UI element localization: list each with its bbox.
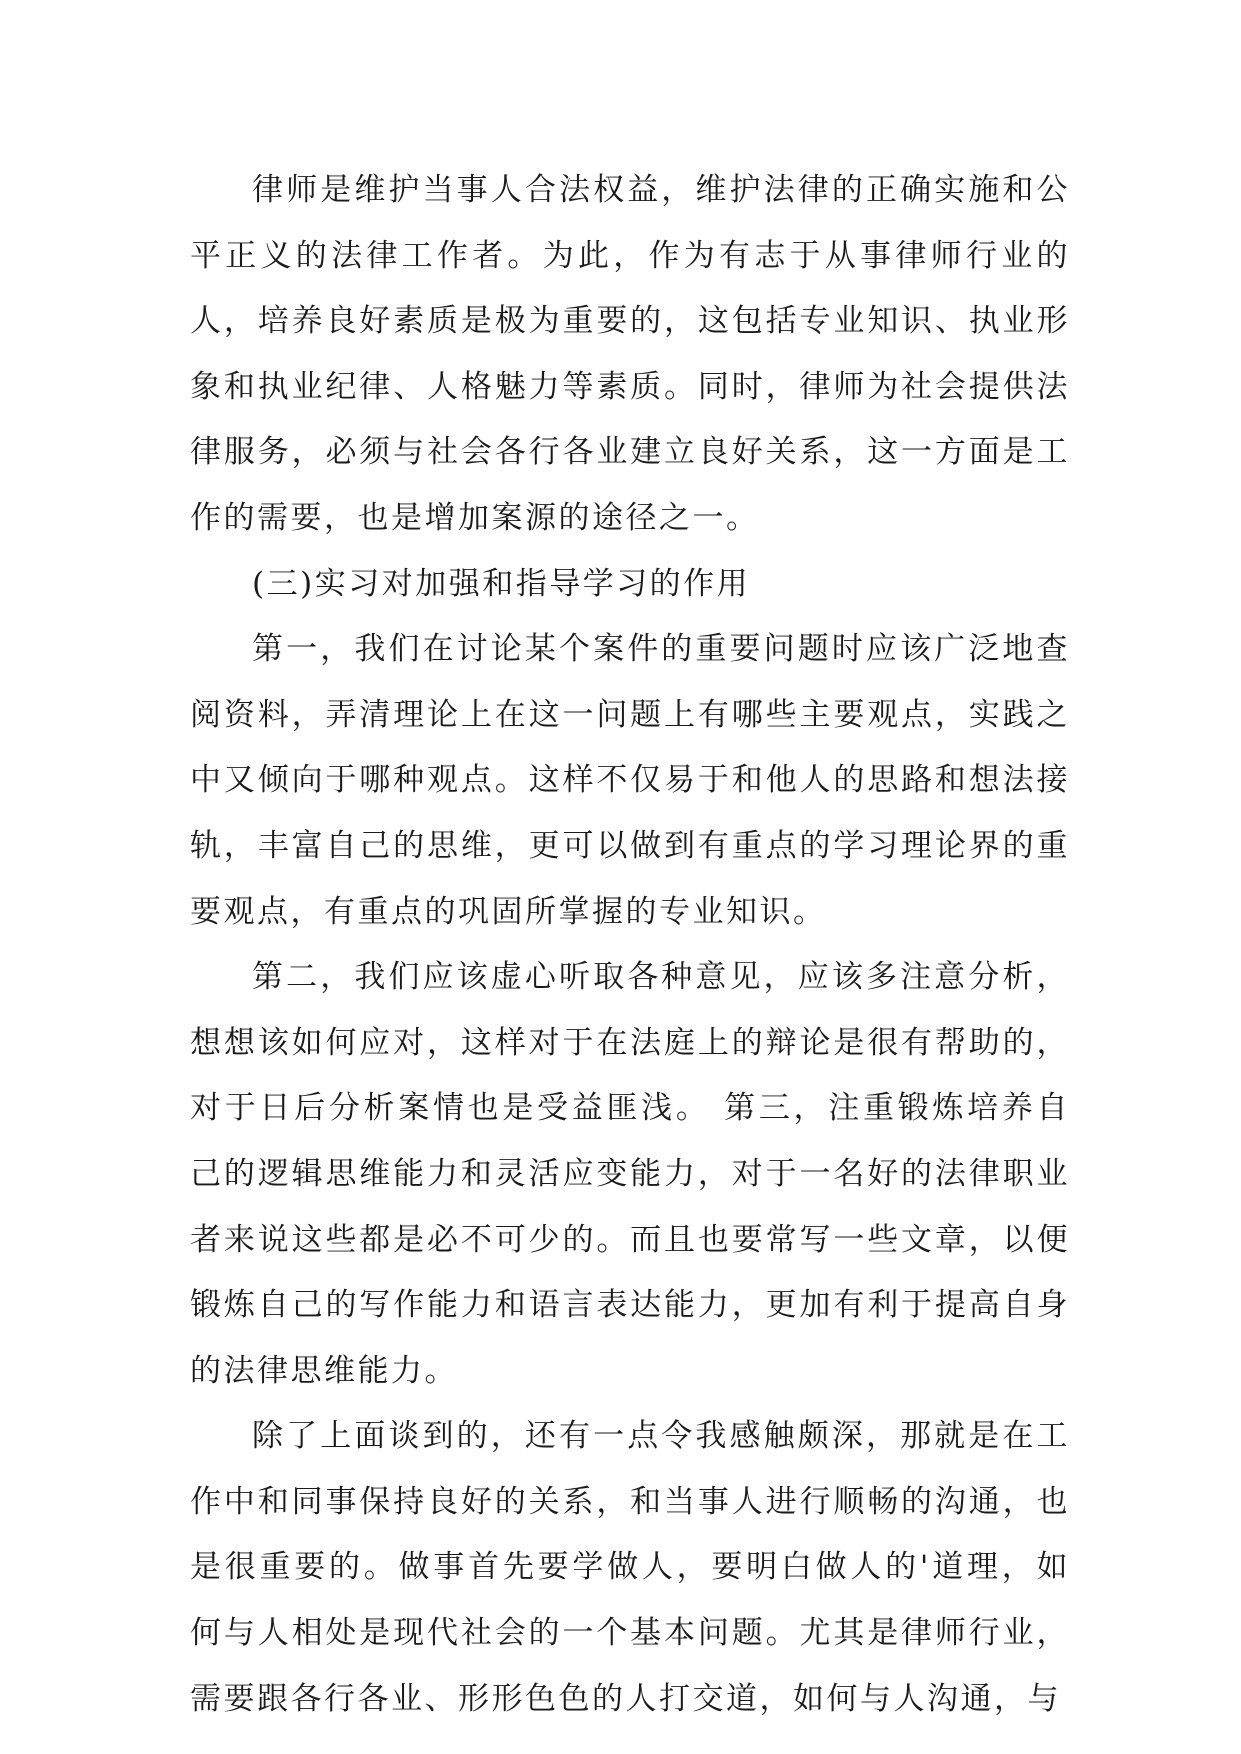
paragraph-relationships: 除了上面谈到的，还有一点令我感触颇深，那就是在工作中和同事保持良好的关系，和当事人进行顺畅的沟通，也是很重要的。做事首先要学做人，要明白做人的'道理，如何与人相处是现代社会的一个基本问题。尤其是律师行业，需要跟各行各业、形形色色的人打交道，如何与人沟通，与 (190, 1418, 1070, 1717)
paragraph-first-point: 第一，我们在讨论某个案件的重要问题时应该广泛地查阅资料，弄清理论上在这一问题上有哪些主要观点，实践之中又倾向于哪种观点。这样不仅易于和他人的思路和想法接轨，丰富自己的思维，更可以做到有重点的学习理论界的重要观点，有重点的巩固所掌握的专业知识。 (190, 631, 1070, 930)
section-heading-internship: (三)实习对加强和指导学习的作用 (252, 565, 751, 602)
paragraph-lawyer-role: 律师是维护当事人合法权益，维护法律的正确实施和公平正义的法律工作者。为此，作为有志于从事律师行业的人，培养良好素质是极为重要的，这包括专业知识、执业形象和执业纪律、人格魅力等素质。同时，律师为社会提供法律服务，必须与社会各行各业建立良好关系，这一方面是工作的需要，也是增加案源的途径之一。 (190, 172, 1070, 536)
paragraph-second-third-point: 第二，我们应该虚心听取各种意见，应该多注意分析，想想该如何应对，这样对于在法庭上的辩论是很有帮助的，对于日后分析案情也是受益匪浅。 第三，注重锻炼培养自己的逻辑思维能力和灵活应变能力，对于一名好的法律职业者来说这些都是必不可少的。而且也要常写一些文章，以便锻炼自己的写作能力和语言表达能力，更加有利于提高自身的法律思维能力。 (190, 959, 1070, 1389)
document-body (190, 158, 1070, 1732)
